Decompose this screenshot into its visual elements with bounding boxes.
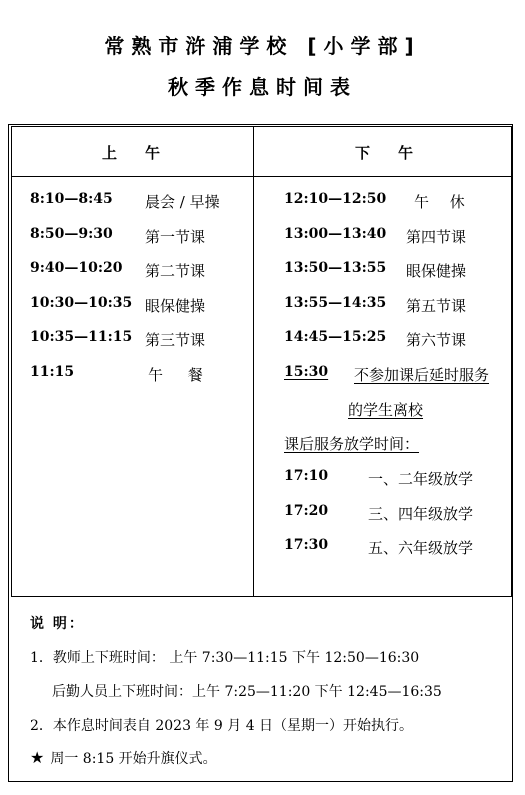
row-activity: 三、四年级放学 — [368, 505, 474, 523]
page-subtitle: 秋季作息时间表 — [168, 75, 357, 99]
row-time: 11:15 — [30, 364, 75, 380]
morning-column-header: 上午 — [102, 144, 189, 162]
page-title: 常熟市浒浦学校 [小学部] — [104, 34, 421, 58]
row-activity: 第二节课 — [145, 262, 206, 280]
row-time: 9:40—10:20 — [30, 260, 123, 276]
column-divider — [253, 126, 254, 597]
row-time: 13:00—13:40 — [284, 226, 387, 242]
note-flag-ceremony — [30, 748, 217, 768]
row-activity: 第三节课 — [145, 331, 206, 349]
row-activity: 第五节课 — [406, 297, 467, 315]
row-time: 17:20 — [284, 503, 329, 519]
row-activity: 五、六年级放学 — [368, 539, 474, 557]
note-teacher-hours: 1．教师上下班时间： 上午 7:30—11:15 下午 12:50—16:30 — [30, 650, 420, 666]
star-icon: ★ — [30, 748, 45, 767]
dismissal-time: 15:30 — [284, 364, 329, 380]
row-activity: 一、二年级放学 — [368, 470, 474, 488]
notes-heading: 说 明： — [30, 616, 85, 632]
dismissal-text-line2: 的学生离校 — [348, 401, 424, 419]
row-activity: 第六节课 — [406, 331, 467, 349]
row-activity: 眼保健操 — [145, 297, 206, 315]
row-time: 13:55—14:35 — [284, 295, 387, 311]
row-time: 8:10—8:45 — [30, 191, 113, 207]
row-time: 10:35—11:15 — [30, 329, 133, 345]
row-time: 10:30—10:35 — [30, 295, 133, 311]
row-activity: 晨会 / 早操 — [145, 193, 220, 211]
row-time: 13:50—13:55 — [284, 260, 387, 276]
note-flag-ceremony-text: 周一 8:15 开始升旗仪式。 — [50, 751, 217, 767]
row-time: 17:30 — [284, 537, 329, 553]
afternoon-column-header: 下午 — [355, 144, 442, 162]
row-time: 14:45—15:25 — [284, 329, 387, 345]
header-divider — [11, 176, 512, 177]
row-time: 8:50—9:30 — [30, 226, 113, 242]
note-staff-hours: 后勤人员上下班时间：上午 7:25—11:20 下午 12:45—16:35 — [52, 684, 442, 700]
row-activity: 午 餐 — [148, 366, 213, 384]
after-service-heading: 课后服务放学时间： — [284, 435, 420, 453]
row-activity: 午 休 — [414, 193, 473, 211]
dismissal-text-line1: 不参加课后延时服务 — [354, 366, 490, 384]
row-time: 12:10—12:50 — [284, 191, 387, 207]
note-effective-date: 2．本作息时间表自 2023 年 9 月 4 日（星期一）开始执行。 — [30, 718, 414, 734]
row-activity: 第四节课 — [406, 228, 467, 246]
row-activity: 眼保健操 — [406, 262, 467, 280]
row-time: 17:10 — [284, 468, 329, 484]
row-activity: 第一节课 — [145, 228, 206, 246]
